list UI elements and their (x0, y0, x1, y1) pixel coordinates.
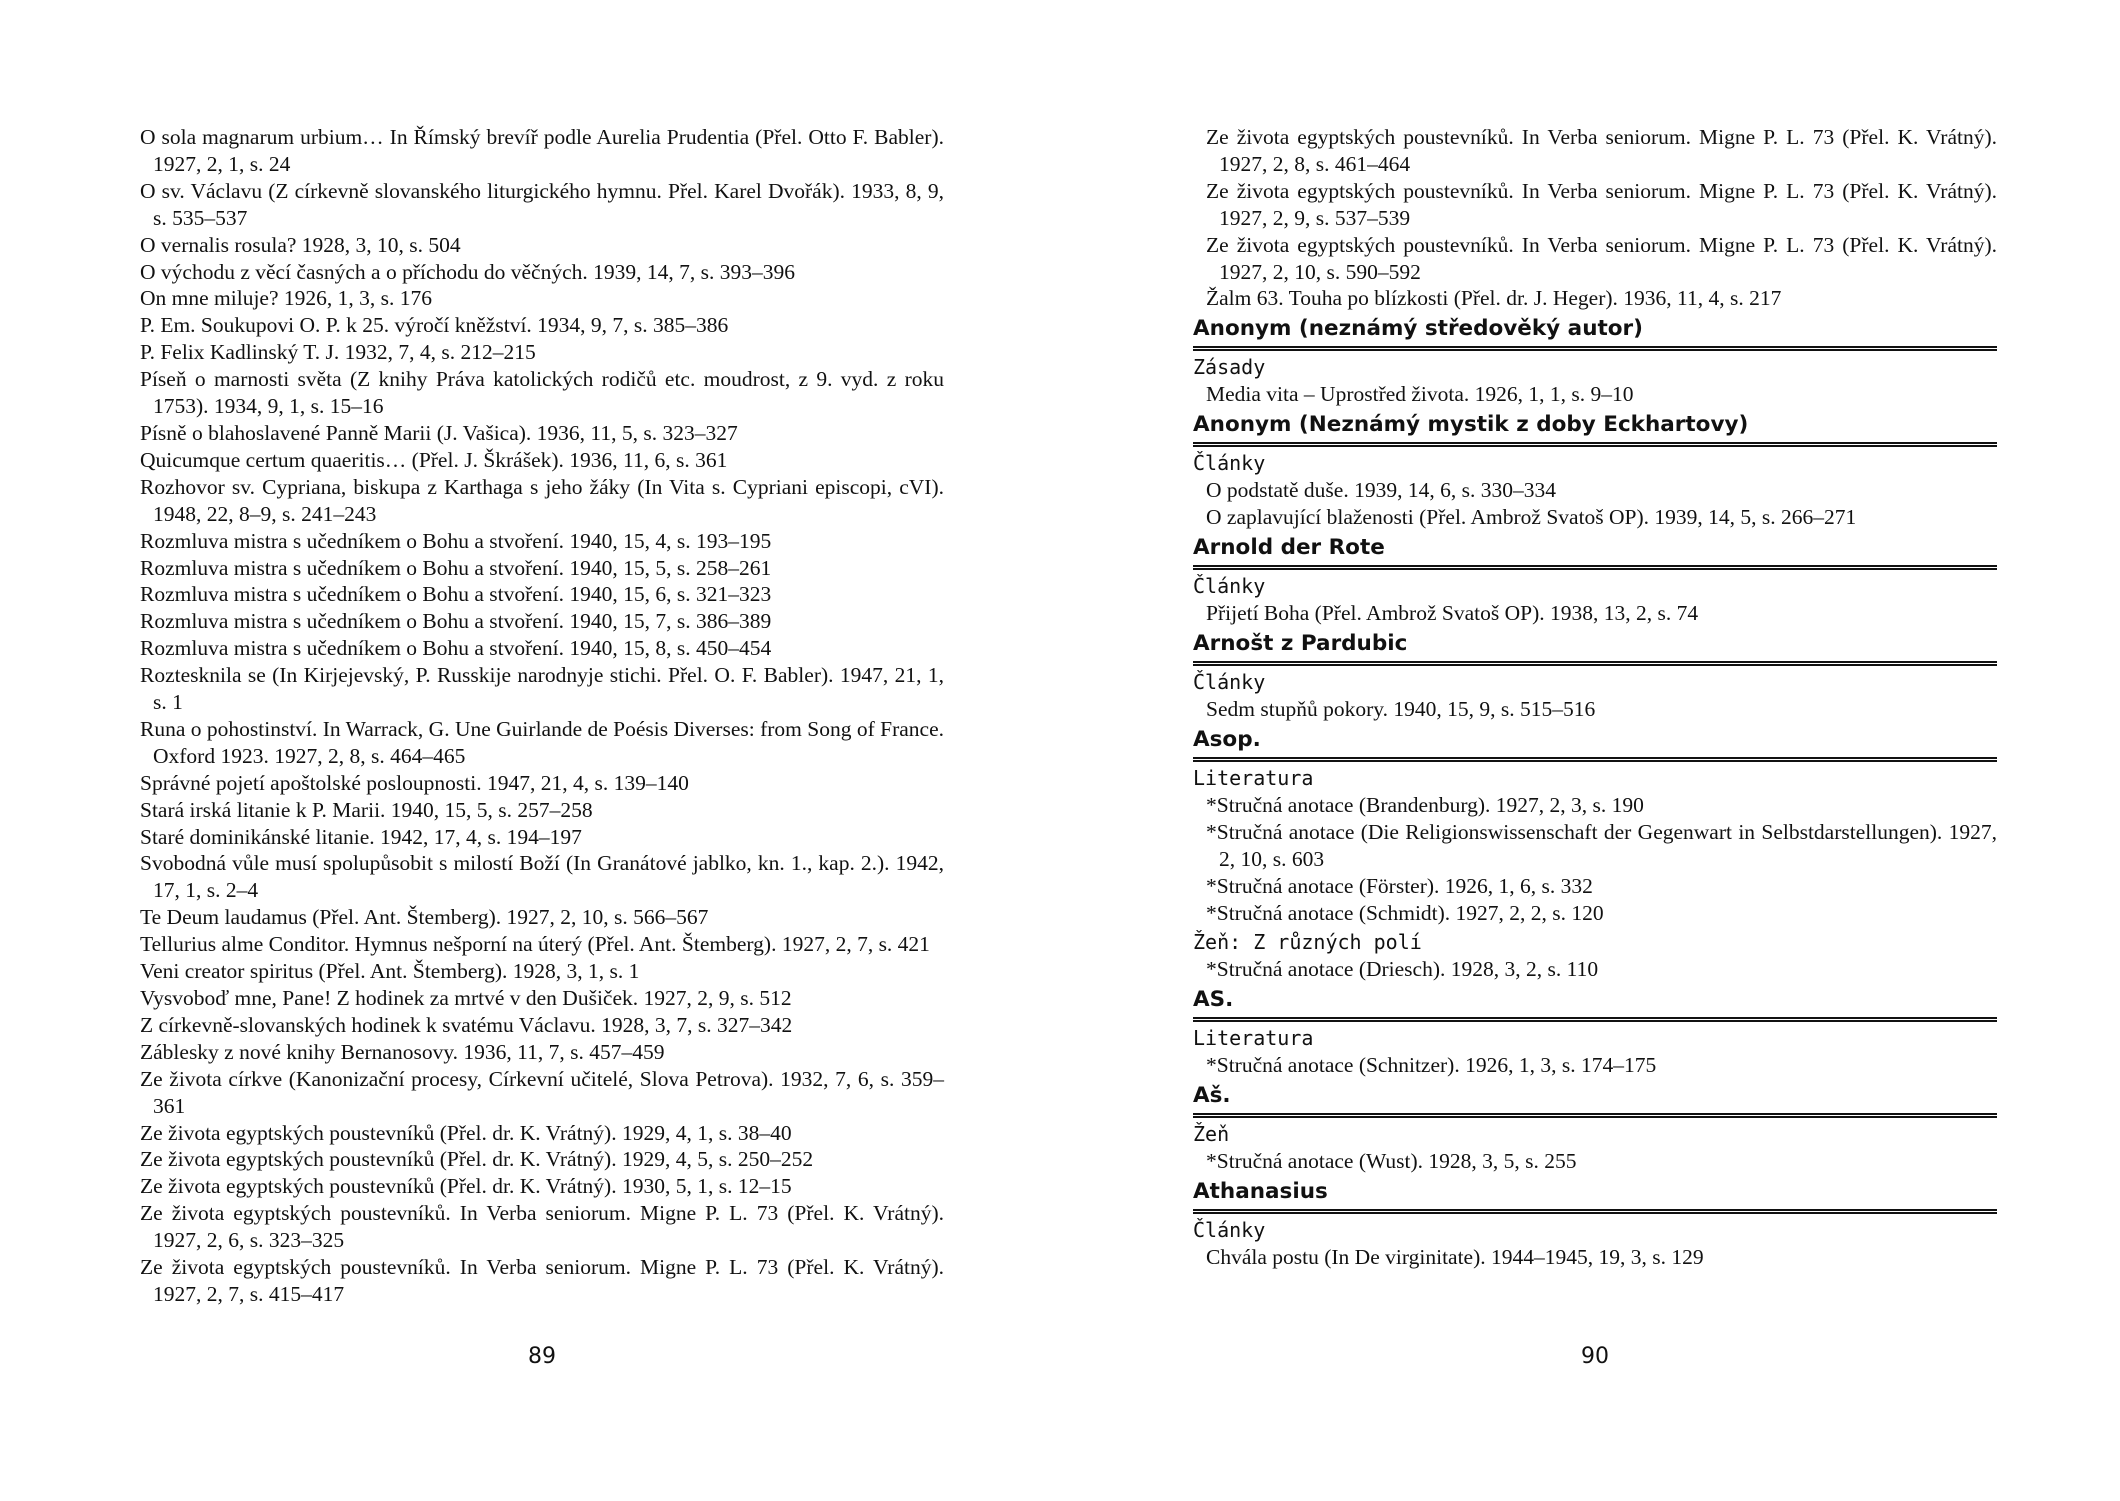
author-heading: Asop. (1193, 723, 1997, 762)
list-item: *Stručná anotace (Driesch). 1928, 3, 2, s. 110 (1206, 957, 1599, 982)
author-heading: Anonym (neznámý středověký autor) (1193, 312, 1997, 351)
author-heading: Athanasius (1193, 1175, 1997, 1214)
list-item: Ze života egyptských poustevníků. In Verba seniorum. Migne P. L. 73 (Přel. K. Vrátný). 1927, 2, 7, s. 415–417 (140, 1255, 944, 1306)
entry-list (140, 124, 944, 1308)
list-item: Veni creator spiritus (Přel. Ant. Štemberg). 1928, 3, 1, s. 1 (140, 959, 640, 984)
list-item: Ze života egyptských poustevníků (Přel. dr. K. Vrátný). 1930, 5, 1, s. 12–15 (140, 1174, 792, 1199)
section-heading: Články (1193, 1218, 1266, 1243)
author-heading: Aš. (1193, 1079, 1997, 1118)
list-item: Rozmluva mistra s učedníkem o Bohu a stvoření. 1940, 15, 4, s. 193–195 (140, 528, 772, 553)
list-item: Staré dominikánské litanie. 1942, 17, 4, s. 194–197 (140, 824, 582, 849)
list-item: Rozmluva mistra s učedníkem o Bohu a stvoření. 1940, 15, 6, s. 321–323 (140, 582, 772, 607)
list-item: *Stručná anotace (Wust). 1928, 3, 5, s. 255 (1206, 1149, 1577, 1174)
list-item: Rozmluva mistra s učedníkem o Bohu a stvoření. 1940, 15, 8, s. 450–454 (140, 636, 772, 661)
list-item: Sedm stupňů pokory. 1940, 15, 9, s. 515–516 (1206, 696, 1596, 721)
list-item: O podstatě duše. 1939, 14, 6, s. 330–334 (1206, 478, 1556, 503)
list-item: Ze života egyptských poustevníků (Přel. dr. K. Vrátný). 1929, 4, 5, s. 250–252 (140, 1147, 814, 1172)
list-item: Ze života církve (Kanonizační procesy, Církevní učitelé, Slova Petrova). 1932, 7, 6, s. 359–361 (140, 1066, 944, 1118)
list-item: Te Deum laudamus (Přel. Ant. Štemberg). 1927, 2, 10, s. 566–567 (140, 905, 709, 930)
list-item: Ze života egyptských poustevníků. In Verba seniorum. Migne P. L. 73 (Přel. K. Vrátný). 1927, 2, 10, s. 590–592 (1206, 232, 1997, 284)
section-heading: Články (1193, 451, 1266, 476)
page-number-left: 89 (528, 1344, 556, 1369)
list-item: O sv. Václavu (Z církevně slovanského liturgického hymnu. Přel. Karel Dvořák). 1933, 8, 9, s. 535–537 (140, 178, 944, 230)
section-heading: Literatura (1193, 1026, 1314, 1051)
list-item: Quicumque certum quaeritis… (Přel. J. Škrášek). 1936, 11, 6, s. 361 (140, 447, 728, 472)
author-heading: Arnošt z Pardubic (1193, 627, 1997, 666)
section-heading: Literatura (1193, 765, 1314, 790)
list-item: Roztesknila se (In Kirjejevský, P. Russkije narodnyje stichi. Přel. O. F. Babler). 1947, 21, 1, s. 1 (140, 663, 944, 715)
list-item: *Stručná anotace (Förster). 1926, 1, 6, s. 332 (1206, 873, 1593, 898)
list-item: Z církevně-slovanských hodinek k svatému Václavu. 1928, 3, 7, s. 327–342 (140, 1012, 793, 1037)
list-item: O zaplavující blaženosti (Přel. Ambrož Svatoš OP). 1939, 14, 5, s. 266–271 (1206, 505, 1857, 530)
continued-entry-list (1193, 124, 1997, 312)
section-heading: Žeň (1193, 1122, 1230, 1147)
list-item: Chvála postu (In De virginitate). 1944–1945, 19, 3, s. 129 (1206, 1245, 1704, 1270)
list-item: Rozhovor sv. Cypriana, biskupa z Karthaga s jeho žáky (In Vita s. Cypriani episcopi, cVI). 1948, 22, 8–9, s. 241–243 (140, 474, 944, 526)
list-item: Píseň o marnosti světa (Z knihy Práva katolických rodičů etc. moudrost, z 9. vyd. z roku 1753). 1934, 9, 1, s. 15–16 (140, 367, 944, 419)
author-heading: AS. (1193, 983, 1997, 1022)
section-heading: Články (1193, 574, 1266, 599)
section-heading: Zásady (1193, 355, 1266, 380)
list-item: P. Felix Kadlinský T. J. 1932, 7, 4, s. 212–215 (140, 340, 536, 365)
list-item: O sola magnarum urbium… In Římský brevíř podle Aurelia Prudentia (Přel. Otto F. Babler). 1927, 2, 1, s. 24 (140, 125, 944, 176)
list-item: Ze života egyptských poustevníků (Přel. dr. K. Vrátný). 1929, 4, 1, s. 38–40 (140, 1120, 792, 1145)
list-item: Správné pojetí apoštolské posloupnosti. 1947, 21, 4, s. 139–140 (140, 770, 689, 795)
author-heading: Anonym (Neznámý mystik z doby Eckhartovy) (1193, 408, 1997, 447)
author-block (1193, 723, 1997, 983)
list-item: Rozmluva mistra s učedníkem o Bohu a stvoření. 1940, 15, 5, s. 258–261 (140, 555, 772, 580)
list-item: Media vita – Uprostřed života. 1926, 1, 1, s. 9–10 (1206, 382, 1634, 407)
author-heading: Arnold der Rote (1193, 531, 1997, 570)
list-item: Stará irská litanie k P. Marii. 1940, 15, 5, s. 257–258 (140, 797, 593, 822)
list-item: Ze života egyptských poustevníků. In Verba seniorum. Migne P. L. 73 (Přel. K. Vrátný). 1927, 2, 8, s. 461–464 (1206, 125, 1997, 176)
author-block (1193, 1079, 1997, 1175)
list-item: O vernalis rosula? 1928, 3, 10, s. 504 (140, 232, 461, 257)
author-block (1193, 531, 1997, 627)
author-block (1193, 1175, 1997, 1271)
list-item: Svobodná vůle musí spolupůsobit s milostí Boží (In Granátové jablko, kn. 1., kap. 2.). 1942, 17, 1, s. 2–4 (140, 851, 944, 903)
section-heading: Žeň: Z různých polí (1193, 930, 1422, 955)
list-item: Žalm 63. Touha po blízkosti (Přel. dr. J. Heger). 1936, 11, 4, s. 217 (1206, 286, 1782, 311)
list-item: Rozmluva mistra s učedníkem o Bohu a stvoření. 1940, 15, 7, s. 386–389 (140, 609, 772, 634)
list-item: *Stručná anotace (Brandenburg). 1927, 2, 3, s. 190 (1206, 792, 1644, 817)
list-item: *Stručná anotace (Schmidt). 1927, 2, 2, s. 120 (1206, 900, 1604, 925)
list-item: Ze života egyptských poustevníků. In Verba seniorum. Migne P. L. 73 (Přel. K. Vrátný). 1927, 2, 9, s. 537–539 (1206, 178, 1997, 230)
list-item: *Stručná anotace (Die Religionswissenschaft der Gegenwart in Selbstdarstellungen). 1927, 2, 10, s. 603 (1206, 819, 1997, 871)
list-item: Písně o blahoslavené Panně Marii (J. Vašica). 1936, 11, 5, s. 323–327 (140, 420, 738, 445)
author-block (1193, 312, 1997, 408)
list-item: O východu z věcí časných a o příchodu do věčných. 1939, 14, 7, s. 393–396 (140, 259, 796, 284)
list-item: Ze života egyptských poustevníků. In Verba seniorum. Migne P. L. 73 (Přel. K. Vrátný). 1927, 2, 6, s. 323–325 (140, 1201, 944, 1253)
list-item: On mne miluje? 1926, 1, 3, s. 176 (140, 286, 433, 311)
list-item: P. Em. Soukupovi O. P. k 25. výročí kněžství. 1934, 9, 7, s. 385–386 (140, 313, 729, 338)
list-item: Runa o pohostinství. In Warrack, G. Une Guirlande de Poésis Diverses: from Song of France. Oxford 1923. 1927, 2, 8, s. 464–465 (140, 716, 944, 768)
list-item: Záblesky z nové knihy Bernanosovy. 1936, 11, 7, s. 457–459 (140, 1039, 665, 1064)
section-heading: Články (1193, 669, 1266, 694)
left-page (140, 124, 944, 1308)
list-item: Přijetí Boha (Přel. Ambrož Svatoš OP). 1938, 13, 2, s. 74 (1206, 601, 1699, 626)
right-page (1193, 124, 1997, 1271)
author-block (1193, 983, 1997, 1079)
author-block (1193, 408, 1997, 531)
list-item: Vysvoboď mne, Pane! Z hodinek za mrtvé v den Dušiček. 1927, 2, 9, s. 512 (140, 986, 792, 1010)
list-item: Tellurius alme Conditor. Hymnus nešporní na úterý (Přel. Ant. Štemberg). 1927, 2, 7, s. 421 (140, 932, 930, 957)
author-block (1193, 627, 1997, 723)
list-item: *Stručná anotace (Schnitzer). 1926, 1, 3, s. 174–175 (1206, 1053, 1657, 1078)
page-number-right: 90 (1581, 1344, 1609, 1369)
